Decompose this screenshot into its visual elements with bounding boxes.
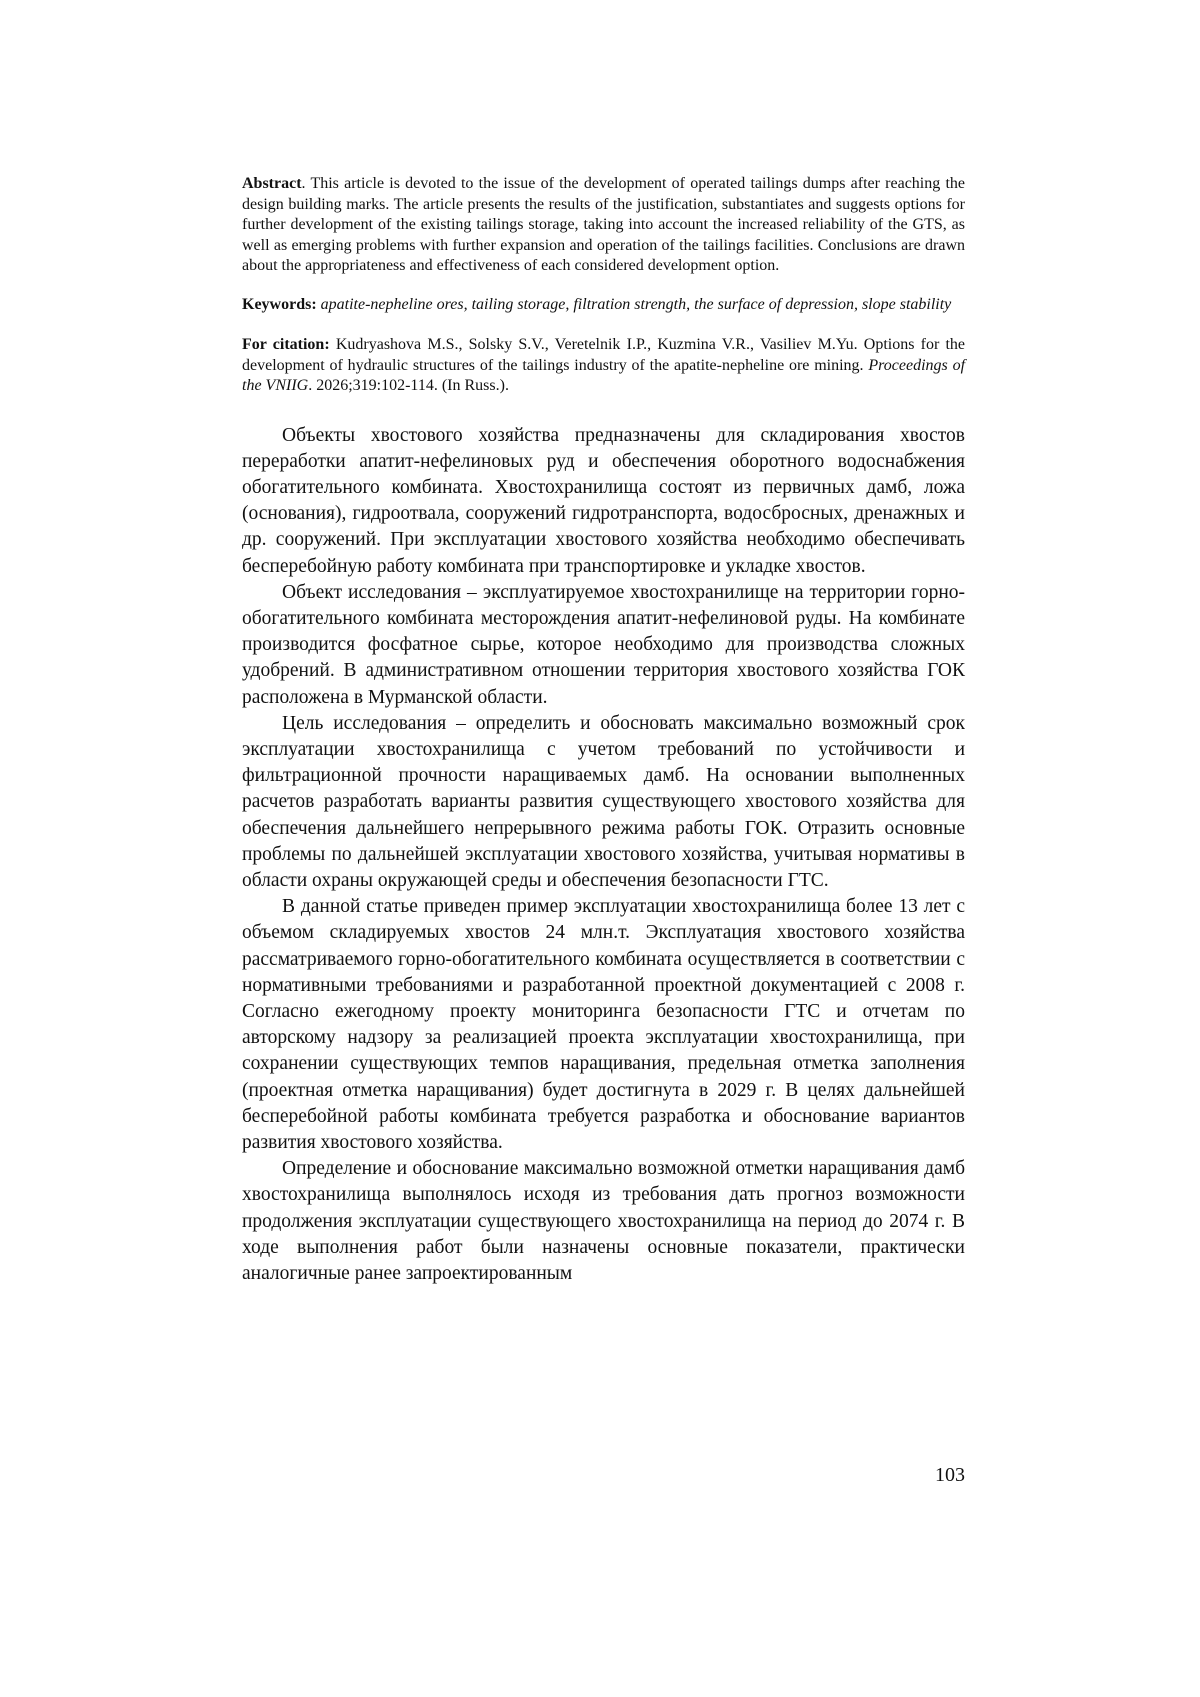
page-number: 103	[935, 1464, 965, 1486]
text-column	[242, 174, 965, 1287]
citation-label: For citation:	[242, 336, 330, 353]
body-paragraph-3: Цель исследования – определить и обосновать максимально возможный срок эксплуатации хвостохранилища с учетом требований по устойчивости и фильтрационной прочности наращиваемых дамб. На основании выполненных расчетов разработать варианты развития существующего хвостового хозяйства для обеспечения дальнейшего непрерывного режима работы ГОК. Отразить основные проблемы по дальнейшей эксплуатации хвостового хозяйства, учитывая нормативы в области охраны окружающей среды и обеспечения безопасности ГТС.	[242, 712, 965, 891]
citation-details: . 2026;319:102-114. (In Russ.).	[308, 377, 509, 394]
body-paragraph-1: Объекты хвостового хозяйства предназначены для складирования хвостов переработки апатит-нефелиновых руд и обеспечения оборотного водоснабжения обогатительного комбината. Хвостохранилища состоят из первичных дамб, ложа (основания), гидроотвала, сооружений гидротранспорта, водосбросных, дренажных и др. сооружений. При эксплуатации хвостового хозяйства необходимо обеспечивать бесперебойную работу комбината при транспортировке и укладке хвостов.	[242, 424, 965, 577]
keywords	[242, 295, 965, 316]
keywords-text: apatite-nepheline ores, tailing storage, filtration strength, the surface of depression, slope stability	[320, 295, 952, 313]
citation-authors-title: Kudryashova M.S., Solsky S.V., Veretelnik I.P., Kuzmina V.R., Vasiliev M.Yu. Options for the development of hydraulic structures of the tailings industry of the apatite-nepheline ore mining.	[242, 336, 966, 374]
abstract	[242, 174, 965, 277]
abstract-label: Abstract	[242, 175, 302, 192]
body-paragraph-4: В данной статье приведен пример эксплуатации хвостохранилища более 13 лет с объемом складируемых хвостов 24 млн.т. Эксплуатация хвостового хозяйства рассматриваемого горно-обогатительного комбината осуществляется в соответствии с нормативными требованиями и разработанной проектной документацией с 2008 г. Согласно ежегодному проекту мониторинга безопасности ГТС и отчетам по авторскому надзору за реализацией проекта эксплуатации хвостохранилища, при сохранении существующих темпов наращивания, предельная отметка заполнения (проектная отметка наращивания) будет достигнута в 2029 г. В целях дальнейшей бесперебойной работы комбината требуется разработка и обоснование вариантов развития хвостового хозяйства.	[242, 896, 965, 1153]
body-text	[242, 423, 965, 1288]
abstract-text: . This article is devoted to the issue of the development of operated tailings dumps after reaching the design building marks. The article presents the results of the justification, substantiates and suggests options for further development of the existing tailings storage, taking into account the increased reliability of the GTS, as well as emerging problems with further expansion and operation of the tailings facilities. Conclusions are drawn about the appropriateness and effectiveness of each considered development option.	[242, 175, 965, 274]
citation-journal: Proceedings of the VNIIG	[242, 356, 966, 394]
keywords-label: Keywords:	[242, 295, 317, 313]
citation	[242, 335, 965, 397]
body-paragraph-5: Определение и обоснование максимально возможной отметки наращивания дамб хвостохранилища выполнялось исходя из требования дать прогноз возможности продолжения эксплуатации существующего хвостохранилища на период до 2074 г. В ходе выполнения работ были назначены основные показатели, практически аналогичные ранее запроектированным	[242, 1158, 965, 1284]
body-paragraph-2: Объект исследования – эксплуатируемое хвостохранилище на территории горно-обогатительного комбината месторождения апатит-нефелиновой руды. На комбинате производится фосфатное сырье, которое необходимо для производства сложных удобрений. В административном отношении территория хвостового хозяйства ГОК расположена в Мурманской области.	[242, 581, 965, 708]
